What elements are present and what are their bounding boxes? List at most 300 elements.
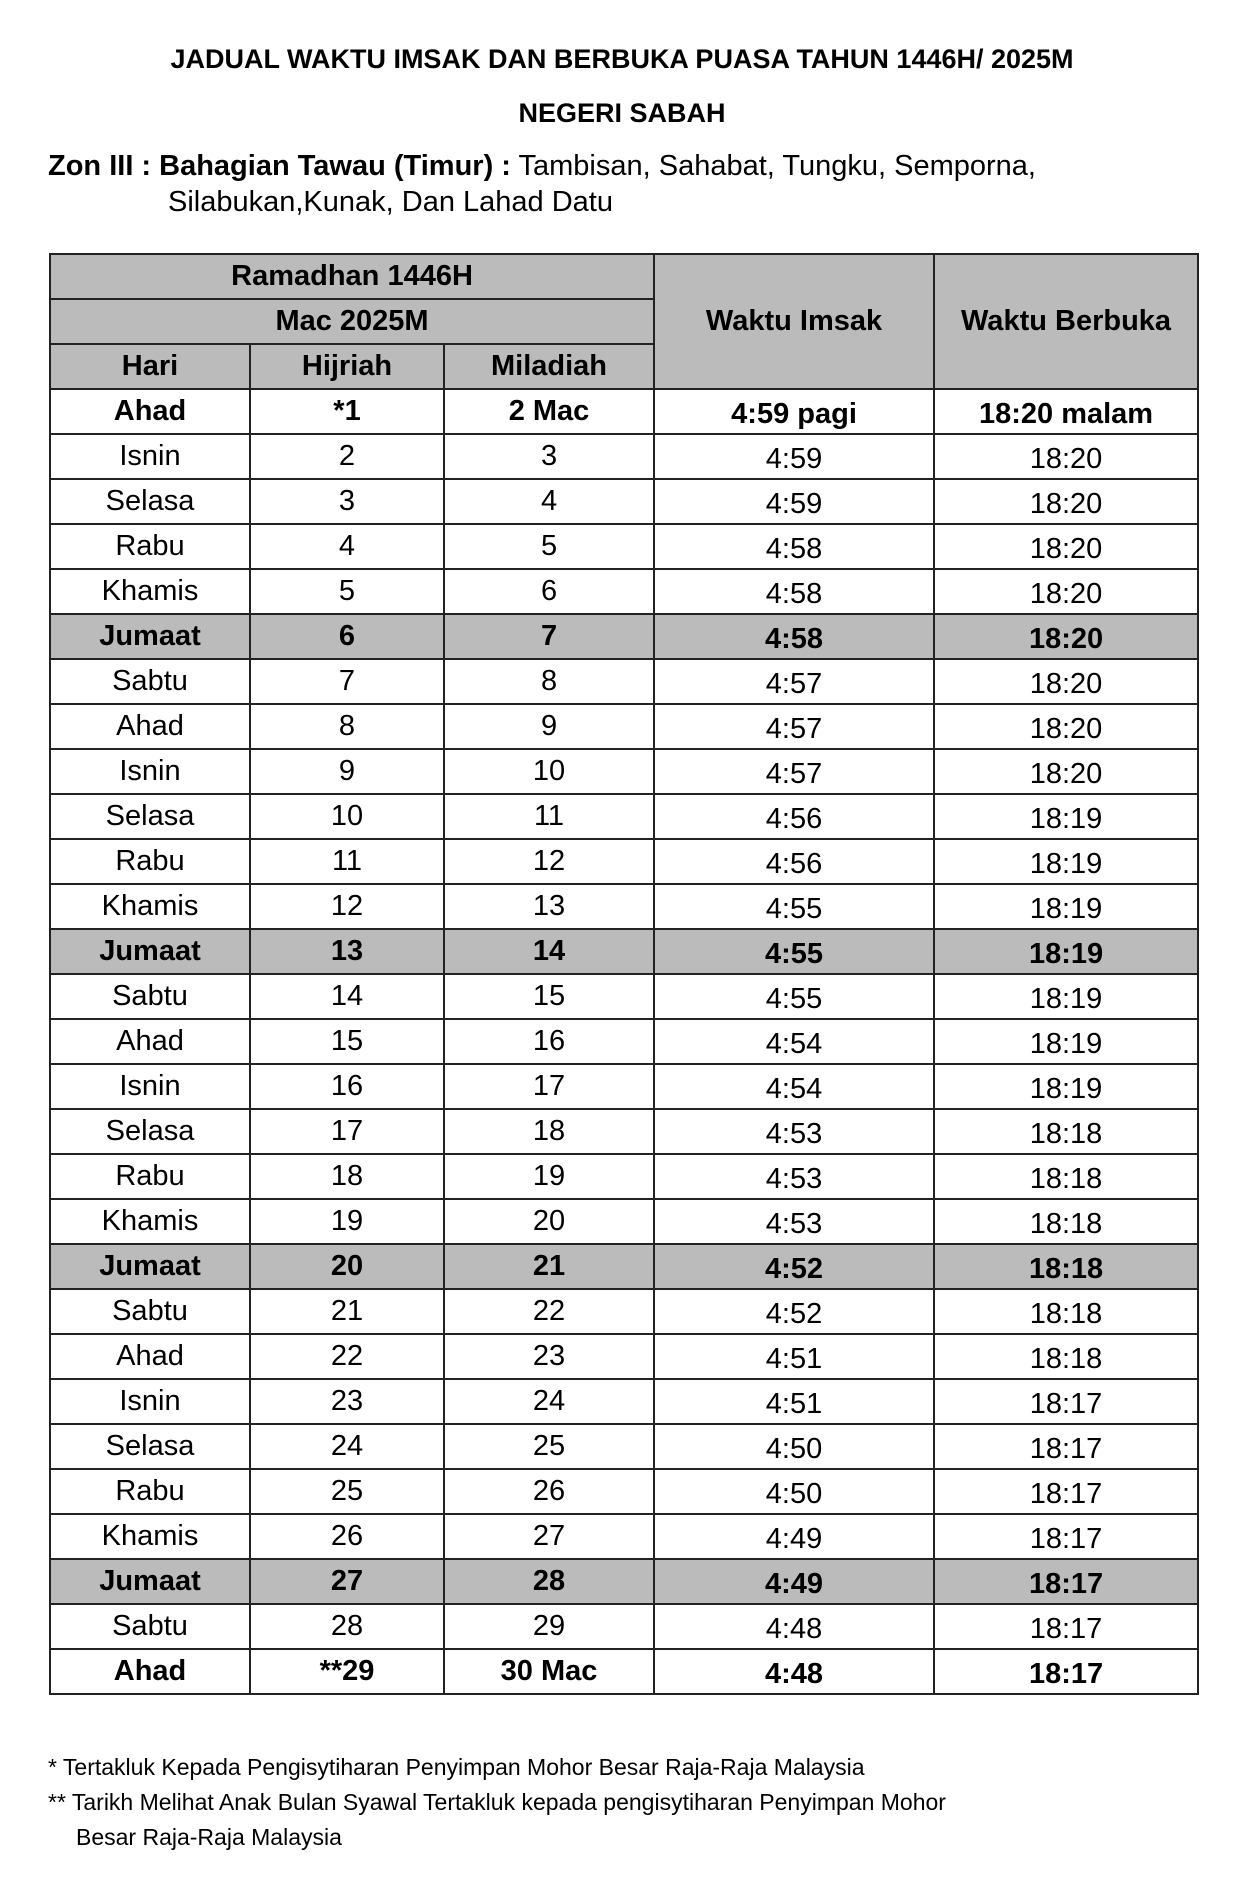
cell-hari (50, 749, 250, 794)
header-miladiah: Miladiah (444, 344, 654, 389)
cell-miladiah (444, 974, 654, 1019)
cell-hari (50, 1469, 250, 1514)
cell-imsak-text: 4:59 pagi (731, 398, 857, 430)
cell-berbuka (934, 1334, 1198, 1379)
cell-hijriah (250, 1289, 444, 1334)
cell-miladiah (444, 1019, 654, 1064)
header-berbuka: Waktu Berbuka (934, 254, 1198, 389)
cell-hijriah-text: *1 (333, 395, 361, 427)
cell-hijriah-text: 18 (330, 1160, 364, 1192)
cell-imsak-text: 4:57 (765, 668, 823, 700)
cell-miladiah-text: 25 (532, 1430, 566, 1462)
cell-imsak-text: 4:50 (765, 1433, 823, 1465)
table-row (50, 614, 1198, 659)
cell-hijriah (250, 1019, 444, 1064)
cell-berbuka (934, 1514, 1198, 1559)
cell-hijriah-text: 19 (330, 1205, 364, 1237)
cell-berbuka-text: 18:19 (1029, 893, 1103, 925)
cell-imsak-text: 4:58 (765, 623, 824, 655)
cell-hari-text: Isnin (119, 440, 181, 472)
cell-hijriah-text: 10 (330, 800, 364, 832)
cell-hari (50, 434, 250, 479)
table-row (50, 1199, 1198, 1244)
cell-hari (50, 974, 250, 1019)
cell-berbuka (934, 794, 1198, 839)
cell-miladiah-text: 8 (540, 665, 558, 697)
cell-miladiah-text: 14 (532, 935, 566, 967)
cell-hari (50, 704, 250, 749)
header-hari: Hari (50, 344, 250, 389)
cell-imsak-text: 4:56 (765, 848, 823, 880)
cell-berbuka-text: 18:20 (1029, 488, 1103, 520)
header-row-ramadhan (50, 254, 1198, 299)
cell-berbuka-text: 18:18 (1028, 1253, 1104, 1285)
cell-miladiah (444, 884, 654, 929)
cell-imsak (654, 614, 934, 659)
cell-imsak (654, 1109, 934, 1154)
cell-miladiah-text: 27 (532, 1520, 566, 1552)
cell-berbuka-text: 18:18 (1029, 1343, 1103, 1375)
zone-label: Zon III : Bahagian Tawau (Timur) : (48, 150, 511, 182)
cell-hijriah (250, 1469, 444, 1514)
cell-imsak (654, 524, 934, 569)
cell-hari-text: Ahad (116, 710, 184, 742)
cell-hari-text: Selasa (105, 1430, 195, 1462)
cell-miladiah-text: 11 (533, 800, 565, 832)
cell-hari (50, 1019, 250, 1064)
table-row (50, 524, 1198, 569)
cell-hari (50, 929, 250, 974)
cell-berbuka (934, 1289, 1198, 1334)
cell-hari-text: Khamis (101, 890, 199, 922)
cell-miladiah (444, 839, 654, 884)
cell-hijriah (250, 1244, 444, 1289)
cell-hijriah-text: 20 (330, 1250, 364, 1282)
cell-hijriah (250, 884, 444, 929)
table-row (50, 1469, 1198, 1514)
footnote-2: ** Tarikh Melihat Anak Bulan Syawal Tertakluk kepada pengisytiharan Penyimpan Mohor (48, 1789, 946, 1815)
cell-hari (50, 524, 250, 569)
cell-hari (50, 389, 250, 434)
cell-miladiah (444, 1649, 654, 1694)
cell-hijriah-text: 13 (330, 935, 364, 967)
cell-hijriah (250, 1154, 444, 1199)
cell-imsak-text: 4:52 (765, 1298, 823, 1330)
cell-berbuka-text: 18:17 (1029, 1388, 1103, 1420)
cell-berbuka-text: 18:17 (1029, 1523, 1103, 1555)
cell-berbuka (934, 1604, 1198, 1649)
cell-hijriah-text: 28 (330, 1610, 364, 1642)
cell-hari-text: Ahad (113, 1655, 187, 1687)
cell-miladiah (444, 794, 654, 839)
cell-imsak (654, 479, 934, 524)
cell-berbuka (934, 974, 1198, 1019)
cell-hari (50, 659, 250, 704)
cell-berbuka (934, 479, 1198, 524)
cell-berbuka (934, 929, 1198, 974)
cell-miladiah (444, 1604, 654, 1649)
cell-imsak (654, 1649, 934, 1694)
header-hijriah: Hijriah (250, 344, 444, 389)
cell-berbuka (934, 524, 1198, 569)
cell-berbuka (934, 1019, 1198, 1064)
cell-hari-text: Rabu (115, 530, 185, 562)
cell-miladiah-text: 21 (532, 1250, 566, 1282)
cell-miladiah-text: 16 (532, 1025, 566, 1057)
cell-hijriah (250, 839, 444, 884)
cell-miladiah (444, 749, 654, 794)
cell-hari-text: Khamis (101, 575, 199, 607)
cell-miladiah (444, 929, 654, 974)
cell-imsak (654, 974, 934, 1019)
cell-berbuka-text: 18:20 (1029, 668, 1103, 700)
cell-miladiah-text: 28 (532, 1565, 566, 1597)
cell-berbuka-text: 18:20 (1029, 533, 1103, 565)
table-row (50, 1109, 1198, 1154)
cell-miladiah-text: 29 (532, 1610, 566, 1642)
cell-berbuka (934, 839, 1198, 884)
cell-miladiah-text: 3 (540, 440, 558, 472)
table-row (50, 1514, 1198, 1559)
cell-berbuka (934, 1649, 1198, 1694)
cell-hijriah (250, 1649, 444, 1694)
cell-imsak (654, 389, 934, 434)
cell-miladiah-text: 12 (532, 845, 566, 877)
cell-imsak-text: 4:53 (765, 1118, 823, 1150)
cell-hijriah (250, 704, 444, 749)
table-row (50, 1379, 1198, 1424)
cell-miladiah (444, 434, 654, 479)
cell-hari-text: Isnin (119, 755, 181, 787)
cell-hari (50, 1604, 250, 1649)
cell-imsak-text: 4:55 (765, 983, 823, 1015)
zone-areas-line2: Silabukan,Kunak, Dan Lahad Datu (168, 186, 613, 218)
cell-imsak (654, 1199, 934, 1244)
cell-hari-text: Selasa (105, 485, 195, 517)
table-row (50, 1424, 1198, 1469)
table-row (50, 569, 1198, 614)
cell-miladiah (444, 569, 654, 614)
cell-berbuka-text: 18:19 (1029, 803, 1103, 835)
cell-miladiah (444, 704, 654, 749)
cell-miladiah-text: 10 (532, 755, 566, 787)
cell-miladiah (444, 1289, 654, 1334)
cell-miladiah (444, 1334, 654, 1379)
cell-miladiah-text: 2 Mac (508, 395, 590, 427)
cell-berbuka-text: 18:19 (1029, 983, 1103, 1015)
cell-imsak (654, 1154, 934, 1199)
cell-hari (50, 1064, 250, 1109)
cell-berbuka-text: 18:20 (1029, 713, 1103, 745)
cell-berbuka-text: 18:20 (1029, 443, 1103, 475)
cell-hijriah (250, 659, 444, 704)
cell-imsak (654, 1469, 934, 1514)
cell-hari-text: Selasa (105, 1115, 195, 1147)
cell-miladiah-text: 22 (532, 1295, 566, 1327)
cell-miladiah (444, 389, 654, 434)
cell-hari-text: Sabtu (112, 1295, 188, 1327)
cell-hari-text: Jumaat (99, 620, 201, 652)
cell-imsak (654, 1604, 934, 1649)
cell-berbuka (934, 1379, 1198, 1424)
cell-berbuka-text: 18:18 (1029, 1118, 1103, 1150)
cell-hari-text: Ahad (116, 1025, 184, 1057)
cell-imsak-text: 4:57 (765, 758, 823, 790)
cell-berbuka-text: 18:20 (1029, 578, 1103, 610)
document-title: JADUAL WAKTU IMSAK DAN BERBUKA PUASA TAHUN 1446H/ 2025M (170, 44, 1074, 74)
cell-hijriah (250, 929, 444, 974)
cell-hijriah (250, 569, 444, 614)
cell-hijriah-text: 11 (331, 845, 363, 877)
table-row (50, 1244, 1198, 1289)
cell-hijriah (250, 749, 444, 794)
cell-miladiah (444, 524, 654, 569)
cell-hari (50, 1109, 250, 1154)
cell-hijriah (250, 479, 444, 524)
cell-hijriah-text: 3 (338, 485, 356, 517)
cell-imsak-text: 4:59 (765, 443, 823, 475)
cell-miladiah (444, 1244, 654, 1289)
cell-hijriah-text: 8 (338, 710, 356, 742)
cell-berbuka (934, 1064, 1198, 1109)
zone-areas-line1: Tambisan, Sahabat, Tungku, Semporna, (518, 150, 1036, 182)
table-row (50, 884, 1198, 929)
cell-hari-text: Sabtu (112, 980, 188, 1012)
cell-berbuka (934, 1469, 1198, 1514)
cell-imsak (654, 1334, 934, 1379)
cell-berbuka-text: 18:20 malam (978, 398, 1154, 430)
cell-berbuka (934, 1559, 1198, 1604)
cell-hijriah (250, 1514, 444, 1559)
table-row (50, 479, 1198, 524)
header-month: Mac 2025M (50, 299, 654, 344)
cell-hari (50, 839, 250, 884)
cell-berbuka-text: 18:17 (1029, 1613, 1103, 1645)
cell-imsak-text: 4:54 (765, 1028, 823, 1060)
cell-imsak-text: 4:56 (765, 803, 823, 835)
cell-imsak-text: 4:58 (765, 533, 823, 565)
cell-imsak-text: 4:51 (765, 1343, 823, 1375)
cell-hari (50, 1649, 250, 1694)
cell-hari-text: Rabu (115, 845, 185, 877)
cell-hari-text: Khamis (101, 1520, 199, 1552)
cell-imsak (654, 929, 934, 974)
cell-hari-text: Sabtu (112, 1610, 188, 1642)
cell-hijriah (250, 1559, 444, 1604)
table-row (50, 974, 1198, 1019)
table-row (50, 1064, 1198, 1109)
cell-imsak-text: 4:49 (765, 1523, 823, 1555)
cell-hijriah (250, 614, 444, 659)
cell-hari (50, 884, 250, 929)
table-row (50, 1334, 1198, 1379)
cell-miladiah (444, 1379, 654, 1424)
cell-miladiah-text: 26 (532, 1475, 566, 1507)
cell-imsak (654, 1289, 934, 1334)
cell-imsak (654, 1424, 934, 1469)
cell-hari (50, 1334, 250, 1379)
footnote-1: * Tertakluk Kepada Pengisytiharan Penyimpan Mohor Besar Raja-Raja Malaysia (48, 1754, 865, 1780)
cell-miladiah (444, 659, 654, 704)
cell-hari-text: Ahad (116, 1340, 184, 1372)
zone-description (48, 148, 1208, 220)
cell-hijriah (250, 1379, 444, 1424)
cell-miladiah (444, 1559, 654, 1604)
cell-hijriah-text: 16 (330, 1070, 364, 1102)
cell-hijriah-text: **29 (319, 1655, 375, 1687)
cell-hijriah (250, 794, 444, 839)
table-row (50, 749, 1198, 794)
cell-imsak-text: 4:55 (765, 938, 824, 970)
table-row (50, 659, 1198, 704)
table-row (50, 929, 1198, 974)
cell-hijriah-text: 17 (330, 1115, 364, 1147)
table-row (50, 389, 1198, 434)
table-row (50, 839, 1198, 884)
cell-miladiah-text: 13 (532, 890, 566, 922)
cell-hari (50, 569, 250, 614)
cell-miladiah-text: 5 (540, 530, 558, 562)
cell-hari (50, 1199, 250, 1244)
cell-hijriah-text: 6 (338, 620, 356, 652)
cell-imsak (654, 839, 934, 884)
cell-imsak (654, 1514, 934, 1559)
cell-hari (50, 794, 250, 839)
cell-imsak-text: 4:58 (765, 578, 823, 610)
cell-hari-text: Jumaat (99, 1250, 201, 1282)
cell-imsak-text: 4:49 (765, 1568, 824, 1600)
cell-hijriah-text: 9 (338, 755, 356, 787)
cell-imsak (654, 659, 934, 704)
cell-hari (50, 1289, 250, 1334)
cell-berbuka (934, 659, 1198, 704)
cell-berbuka-text: 18:19 (1029, 848, 1103, 880)
cell-imsak-text: 4:57 (765, 713, 823, 745)
cell-miladiah (444, 1199, 654, 1244)
table-row (50, 1559, 1198, 1604)
cell-hijriah (250, 1109, 444, 1154)
cell-miladiah-text: 6 (540, 575, 558, 607)
cell-imsak (654, 1379, 934, 1424)
cell-hari-text: Isnin (119, 1385, 181, 1417)
cell-berbuka-text: 18:19 (1029, 1028, 1103, 1060)
cell-berbuka-text: 18:19 (1028, 938, 1104, 970)
table-row (50, 1289, 1198, 1334)
cell-hari (50, 1424, 250, 1469)
table-row (50, 1154, 1198, 1199)
cell-miladiah (444, 1469, 654, 1514)
cell-imsak (654, 794, 934, 839)
cell-hijriah-text: 2 (338, 440, 356, 472)
cell-miladiah-text: 20 (532, 1205, 566, 1237)
cell-imsak (654, 704, 934, 749)
cell-miladiah-text: 24 (532, 1385, 566, 1417)
cell-berbuka (934, 389, 1198, 434)
cell-imsak-text: 4:55 (765, 893, 823, 925)
cell-imsak (654, 1559, 934, 1604)
cell-miladiah-text: 4 (540, 485, 558, 517)
cell-hijriah (250, 434, 444, 479)
cell-hijriah (250, 1424, 444, 1469)
cell-berbuka-text: 18:17 (1028, 1658, 1104, 1690)
cell-imsak-text: 4:51 (765, 1388, 823, 1420)
cell-imsak (654, 1019, 934, 1064)
cell-imsak-text: 4:54 (765, 1073, 823, 1105)
schedule-table (49, 253, 1199, 1695)
table-row (50, 1649, 1198, 1694)
table-row (50, 1604, 1198, 1649)
cell-hari-text: Rabu (115, 1160, 185, 1192)
cell-hari-text: Selasa (105, 800, 195, 832)
cell-miladiah-text: 15 (532, 980, 566, 1012)
cell-hijriah-text: 25 (330, 1475, 364, 1507)
cell-hijriah-text: 22 (330, 1340, 364, 1372)
cell-hijriah (250, 1334, 444, 1379)
table-row (50, 1019, 1198, 1064)
cell-imsak (654, 1064, 934, 1109)
cell-hijriah (250, 524, 444, 569)
cell-hijriah-text: 4 (338, 530, 356, 562)
cell-hijriah-text: 7 (338, 665, 356, 697)
cell-miladiah-text: 30 Mac (500, 1655, 598, 1687)
cell-miladiah (444, 614, 654, 659)
cell-hari-text: Isnin (119, 1070, 181, 1102)
cell-hari-text: Khamis (101, 1205, 199, 1237)
document-subtitle: NEGERI SABAH (518, 98, 726, 128)
cell-berbuka (934, 1109, 1198, 1154)
cell-berbuka-text: 18:17 (1028, 1568, 1104, 1600)
cell-hijriah-text: 27 (330, 1565, 364, 1597)
cell-miladiah-text: 9 (540, 710, 558, 742)
cell-hijriah-text: 5 (338, 575, 356, 607)
cell-imsak (654, 569, 934, 614)
cell-imsak (654, 434, 934, 479)
cell-imsak-text: 4:48 (765, 1613, 823, 1645)
cell-imsak (654, 749, 934, 794)
cell-hijriah-text: 21 (330, 1295, 364, 1327)
cell-hijriah (250, 1604, 444, 1649)
cell-miladiah (444, 1424, 654, 1469)
cell-berbuka (934, 1244, 1198, 1289)
cell-hijriah-text: 26 (330, 1520, 364, 1552)
cell-hijriah-text: 14 (330, 980, 364, 1012)
cell-imsak-text: 4:59 (765, 488, 823, 520)
cell-berbuka-text: 18:20 (1029, 758, 1103, 790)
cell-hari-text: Rabu (115, 1475, 185, 1507)
cell-imsak-text: 4:50 (765, 1478, 823, 1510)
cell-berbuka (934, 1424, 1198, 1469)
cell-berbuka (934, 1199, 1198, 1244)
cell-hari-text: Sabtu (112, 665, 188, 697)
cell-miladiah-text: 19 (532, 1160, 566, 1192)
cell-berbuka-text: 18:19 (1029, 1073, 1103, 1105)
table-row (50, 434, 1198, 479)
cell-hijriah (250, 389, 444, 434)
cell-berbuka (934, 884, 1198, 929)
cell-miladiah (444, 1514, 654, 1559)
footnote-2-continued: Besar Raja-Raja Malaysia (76, 1824, 342, 1850)
cell-hari (50, 1379, 250, 1424)
cell-berbuka-text: 18:17 (1029, 1478, 1103, 1510)
cell-miladiah-text: 23 (532, 1340, 566, 1372)
cell-miladiah-text: 17 (532, 1070, 566, 1102)
cell-berbuka (934, 614, 1198, 659)
cell-hari (50, 1154, 250, 1199)
cell-berbuka (934, 749, 1198, 794)
cell-berbuka-text: 18:18 (1029, 1163, 1103, 1195)
cell-hari (50, 1244, 250, 1289)
cell-hijriah (250, 1199, 444, 1244)
